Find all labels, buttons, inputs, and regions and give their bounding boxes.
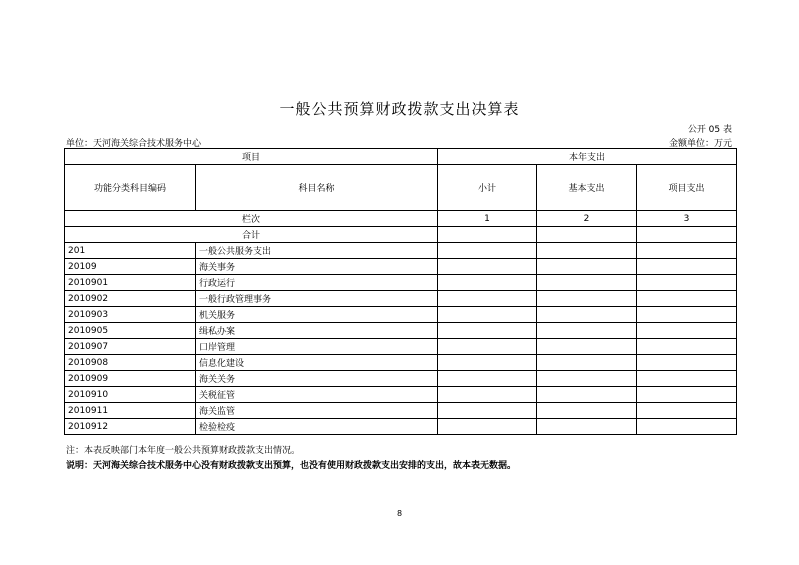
total-subtotal (438, 227, 537, 243)
row-code: 201 (65, 243, 196, 259)
page-title: 一般公共预算财政拨款支出决算表 (279, 100, 520, 118)
col-header-basic: 基本支出 (537, 165, 637, 211)
row-name: 检验检疫 (196, 419, 438, 435)
table-row (65, 259, 737, 275)
row-code: 2010908 (65, 355, 196, 371)
row-code: 2010911 (65, 403, 196, 419)
explanation-text: 说明：天河海关综合技术服务中心没有财政拨款支出预算，也没有使用财政拨款支出安排的支出，故本表无数据。 (66, 461, 517, 471)
row-code: 2010910 (65, 387, 196, 403)
col-header-code: 功能分类科目编码 (65, 165, 196, 211)
table-row (65, 355, 737, 371)
lanci-1: 1 (438, 211, 537, 227)
row-name: 信息化建设 (196, 355, 438, 371)
row-code: 2010901 (65, 275, 196, 291)
total-basic (537, 227, 637, 243)
table-row (65, 371, 737, 387)
col-header-name: 科目名称 (196, 165, 438, 211)
row-code: 2010912 (65, 419, 196, 435)
lanci-2: 2 (537, 211, 637, 227)
col-header-subtotal: 小计 (438, 165, 537, 211)
total-project (637, 227, 737, 243)
form-number: 公开 05 表 (687, 125, 732, 135)
money-unit-label: 金额单位：万元 (668, 139, 732, 149)
row-name: 海关事务 (196, 259, 438, 275)
row-name: 海关关务 (196, 371, 438, 387)
row-name: 机关服务 (196, 307, 438, 323)
table-row (65, 243, 737, 259)
row-code: 2010903 (65, 307, 196, 323)
row-code: 2010902 (65, 291, 196, 307)
table-row (65, 323, 737, 339)
table-note: 注：本表反映部门本年度一般公共预算财政拨款支出情况。 (66, 446, 301, 456)
header-current-year: 本年支出 (438, 149, 737, 165)
table-row (65, 291, 737, 307)
row-name: 一般行政管理事务 (196, 291, 438, 307)
row-name: 关税征管 (196, 387, 438, 403)
table-row (65, 387, 737, 403)
budget-table (64, 148, 737, 435)
row-name: 海关监管 (196, 403, 438, 419)
unit-label: 单位：天河海关综合技术服务中心 (66, 139, 202, 149)
row-name: 口岸管理 (196, 339, 438, 355)
header-project: 项目 (65, 149, 438, 165)
row-name: 一般公共服务支出 (196, 243, 438, 259)
table-row (65, 307, 737, 323)
col-header-project: 项目支出 (637, 165, 737, 211)
table-row (65, 275, 737, 291)
table-row (65, 339, 737, 355)
row-name: 缉私办案 (196, 323, 438, 339)
table-row (65, 419, 737, 435)
total-label: 合计 (65, 227, 438, 243)
table-row (65, 403, 737, 419)
row-code: 2010907 (65, 339, 196, 355)
lanci-label: 栏次 (65, 211, 438, 227)
lanci-3: 3 (637, 211, 737, 227)
row-code: 2010909 (65, 371, 196, 387)
row-code: 2010905 (65, 323, 196, 339)
row-name: 行政运行 (196, 275, 438, 291)
row-code: 20109 (65, 259, 196, 275)
page-number: 8 (396, 509, 403, 518)
